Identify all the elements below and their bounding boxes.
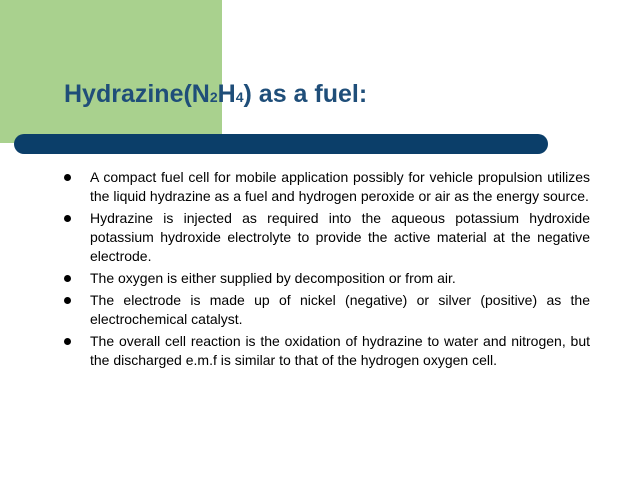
bullet-icon <box>64 215 71 222</box>
bullet-icon <box>64 275 71 282</box>
bullet-icon <box>64 297 71 304</box>
bullet-icon <box>64 338 71 345</box>
bullet-list <box>60 168 590 373</box>
list-item: Hydrazine is injected as required into the aqueous potassium hydroxide potassium hydroxide electrolyte to provide the active material at the negative electrode. <box>60 209 590 266</box>
list-item: A compact fuel cell for mobile application possibly for vehicle propulsion utilizes the liquid hydrazine as a fuel and hydrogen peroxide or air as the energy source. <box>60 168 590 206</box>
slide-title: Hydrazine(N2H4) as a fuel: <box>64 80 368 108</box>
list-item: The overall cell reaction is the oxidation of hydrazine to water and nitrogen, but the discharged e.m.f is similar to that of the hydrogen oxygen cell. <box>60 332 590 370</box>
title-underline-bar <box>14 134 548 154</box>
list-item: The oxygen is either supplied by decomposition or from air. <box>60 269 590 288</box>
bullet-icon <box>64 174 71 181</box>
decorative-green-block <box>0 0 222 143</box>
list-item: The electrode is made up of nickel (negative) or silver (positive) as the electrochemical catalyst. <box>60 291 590 329</box>
